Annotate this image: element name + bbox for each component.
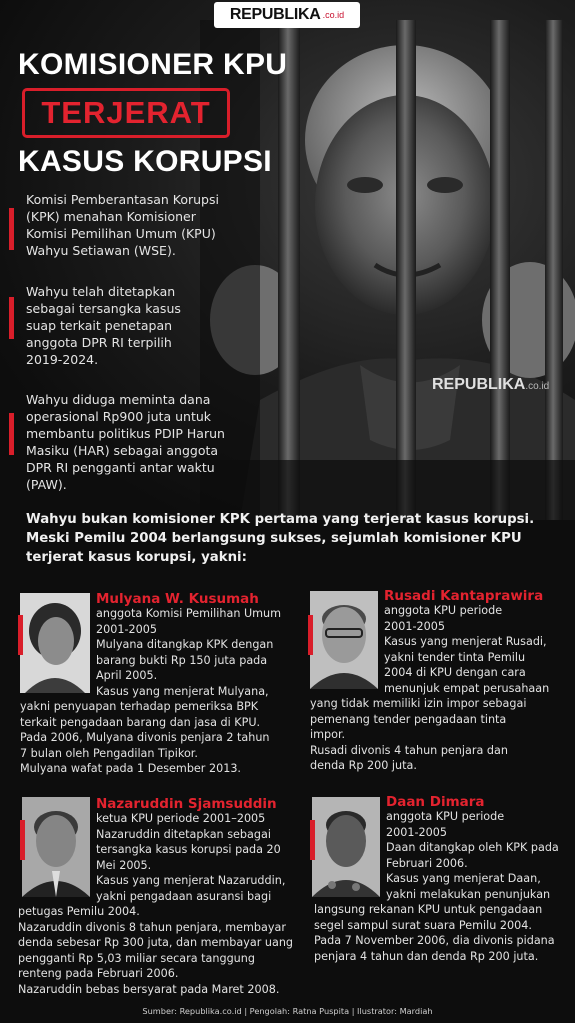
person-text-mulyana [96, 606, 281, 699]
paragraph-line: (PAW). [26, 477, 67, 492]
watermark-logo [432, 376, 549, 394]
paragraph-2 [26, 283, 286, 368]
person-line: 7 bulan oleh Pengadilan Tipikor. [20, 746, 198, 760]
person-line: Mulyana ditangkap KPK dengan [96, 638, 274, 651]
person-line: Kasus yang menjerat Nazaruddin, [96, 874, 286, 887]
title-line-1: KOMISIONER KPU [18, 48, 288, 81]
paragraph-line: suap terkait penetapan [26, 318, 173, 333]
rusadi-photo [310, 591, 378, 689]
accent-bar [9, 413, 14, 455]
person-line: penjara 4 tahun dan denda Rp 200 juta. [314, 949, 539, 963]
paragraph-line: Komisi Pemilihan Umum (KPU) [26, 226, 216, 241]
footer-credits: Sumber: Republika.co.id | Pengolah: Ratna Puspita | Ilustrator: Mardiah [142, 1006, 433, 1016]
paragraph-line: Komisi Pemberantasan Korupsi [26, 192, 219, 207]
person-line: Pada 2006, Mulyana divonis penjara 2 tahun [20, 731, 270, 744]
person-line: anggota KPU periode [386, 810, 505, 823]
paragraph-1 [26, 191, 286, 259]
person-line: Nazaruddin ditetapkan sebagai [96, 827, 271, 841]
title-line-3: KASUS KORUPSI [18, 145, 272, 178]
person-text-nazaruddin [96, 811, 285, 904]
logo-brand: REPUBLIKA [229, 6, 321, 23]
person-line: yang tidak memiliki izin impor sebagai [310, 697, 527, 710]
person-line: menunjuk empat perusahaan [384, 681, 550, 695]
paragraph-line: membantu politikus PDIP Harun [26, 426, 225, 441]
person-text-mulyana-cont [20, 699, 270, 777]
person-line: 2004 di KPU dengan cara [384, 666, 526, 679]
person-line: Pada 7 November 2006, dia divonis pidana [314, 934, 555, 947]
paragraph-line: (KPK) menahan Komisioner [26, 209, 196, 224]
nazaruddin-photo [22, 797, 90, 897]
intro-line: Meski Pemilu 2004 berlangsung sukses, sejumlah komisioner KPU [26, 531, 522, 546]
intro-text [26, 510, 556, 567]
person-text-rusadi-cont [310, 696, 526, 774]
person-line: Mei 2005. [96, 858, 152, 872]
person-line: 2001-2005 [386, 825, 447, 839]
person-name-rusadi: Rusadi Kantaprawira [384, 588, 544, 604]
logo-domain: .co.id [322, 10, 345, 20]
daan-photo [312, 797, 380, 897]
accent-bar [310, 820, 315, 860]
mulyana-photo [20, 593, 90, 693]
paragraph-line: Masiku (HAR) sebagai anggota [26, 443, 219, 458]
person-line: yakni pengadaan asuransi bagi [96, 889, 272, 903]
person-line: Kasus yang menjerat Daan, [386, 872, 541, 885]
title-line-2: TERJERAT [41, 95, 211, 130]
person-line: ketua KPU periode 2001–2005 [96, 812, 266, 825]
person-line: 2001-2005 [96, 622, 157, 636]
person-line: yakni tender tinta Pemilu [384, 650, 526, 664]
person-name-nazaruddin: Nazaruddin Sjamsuddin [96, 796, 277, 812]
person-line: Daan ditangkap oleh KPK pada [386, 841, 559, 854]
person-line: tersangka kasus korupsi pada 20 [96, 843, 281, 856]
watermark-domain: .co.id [525, 381, 550, 392]
paragraph-line: 2019-2024. [26, 352, 99, 367]
person-text-rusadi [384, 603, 549, 696]
republika-logo[interactable] [214, 2, 360, 28]
intro-line: terjerat kasus korupsi, yakni: [26, 550, 247, 565]
person-line: anggota Komisi Pemilihan Umum [96, 607, 282, 620]
person-line: langsung rekanan KPU untuk pengadaan [314, 903, 543, 916]
paragraph-line: sebagai tersangka kasus [26, 301, 181, 316]
accent-bar [9, 297, 14, 339]
person-text-daan [386, 809, 559, 902]
accent-bar [308, 615, 313, 655]
intro-line: Wahyu bukan komisioner KPK pertama yang terjerat kasus korupsi. [26, 512, 535, 527]
person-line: Mulyana wafat pada 1 Desember 2013. [20, 762, 241, 775]
title-highlight-box [22, 88, 230, 138]
person-line: anggota KPU periode [384, 604, 503, 617]
person-line: petugas Pemilu 2004. [18, 905, 140, 918]
person-line: Nazaruddin bebas bersyarat pada Maret 2008. [18, 982, 280, 996]
person-line: Rusadi divonis 4 tahun penjara dan [310, 743, 508, 757]
person-line: Nazaruddin divonis 8 tahun penjara, membayar [18, 920, 286, 934]
person-line: denda sebesar Rp 300 juta, dan membayar uang [18, 936, 294, 949]
person-line: yakni melakukan penunjukan [386, 887, 551, 901]
paragraph-line: Wahyu Setiawan (WSE). [26, 243, 176, 258]
watermark-brand: REPUBLIKA [432, 376, 526, 393]
person-line: Kasus yang menjerat Mulyana, [96, 684, 269, 698]
person-line: April 2005. [96, 669, 158, 682]
person-line: denda Rp 200 juta. [310, 759, 417, 772]
accent-bar [18, 615, 23, 655]
person-name-mulyana: Mulyana W. Kusumah [96, 591, 259, 607]
person-line: Februari 2006. [386, 856, 468, 870]
person-line: 2001-2005 [384, 619, 445, 633]
person-text-nazaruddin-cont [18, 904, 293, 997]
person-line: Kasus yang menjerat Rusadi, [384, 635, 547, 648]
person-line: yakni penyuapan terhadap pemeriksa BPK [20, 700, 259, 713]
person-line: terkait pengadaan barang dan jasa di KPU. [20, 715, 261, 729]
person-text-daan-cont [314, 902, 555, 964]
paragraph-line: anggota DPR RI terpilih [26, 335, 172, 350]
person-line: impor. [310, 728, 346, 741]
person-line: segel sampul surat suara Pemilu 2004. [314, 918, 532, 932]
accent-bar [20, 820, 25, 860]
paragraph-line: Wahyu diduga meminta dana [26, 392, 211, 407]
paragraph-line: Wahyu telah ditetapkan [26, 284, 176, 299]
person-line: pemenang tender pengadaan tinta [310, 712, 507, 726]
paragraph-line: operasional Rp900 juta untuk [26, 409, 212, 424]
paragraph-line: DPR RI pengganti antar waktu [26, 460, 215, 475]
person-line: renteng pada Februari 2006. [18, 967, 179, 980]
person-name-daan: Daan Dimara [386, 794, 485, 810]
person-line: pengganti Rp 5,03 miliar secara tanggung [18, 951, 255, 965]
paragraph-3 [26, 391, 286, 493]
accent-bar [9, 208, 14, 250]
person-line: barang bukti Rp 150 juta pada [96, 653, 268, 667]
